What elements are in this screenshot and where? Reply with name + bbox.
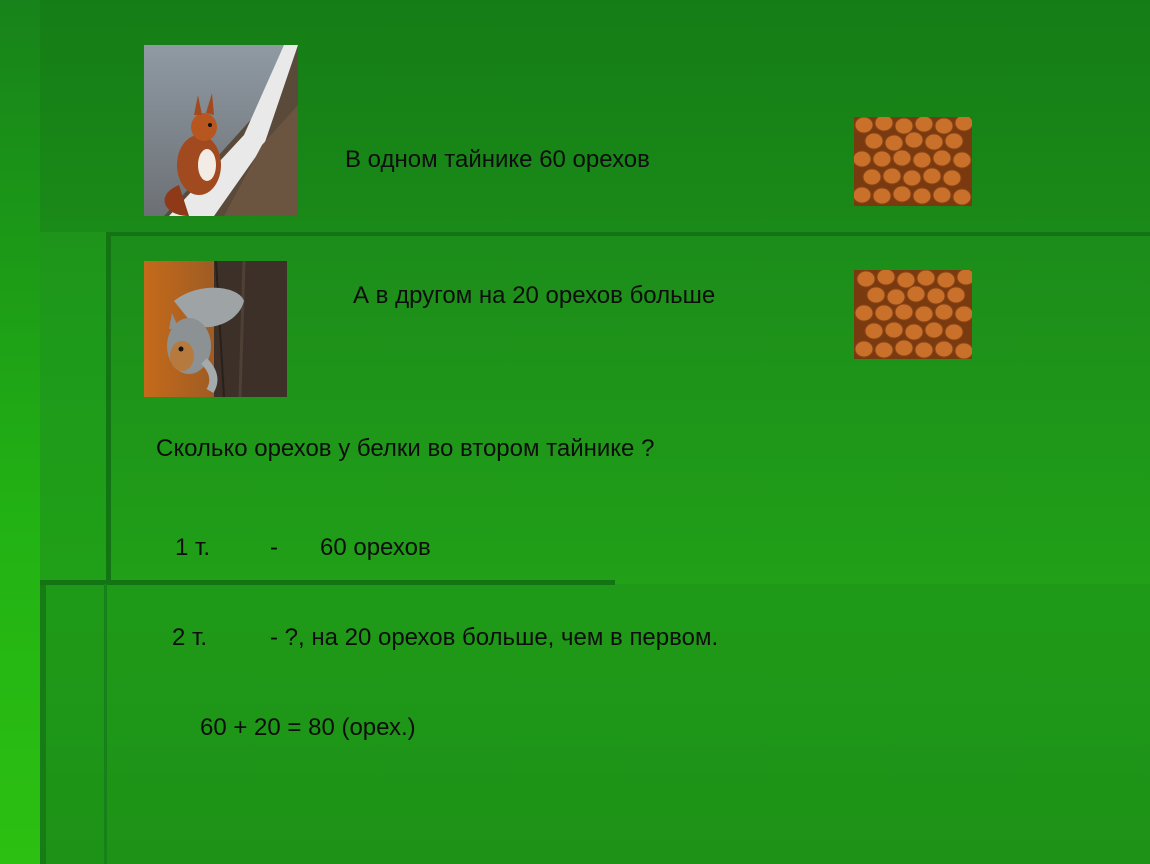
row2-value: - ?, на 20 орехов больше, чем в первом. (270, 624, 719, 651)
row1-value: 60 орехов (320, 534, 431, 561)
line-first-cache: В одном тайнике 60 орехов (345, 146, 650, 173)
squirrel-photo-2 (144, 261, 287, 397)
divider-column (104, 584, 107, 864)
squirrel-photo-1 (144, 45, 298, 216)
hazelnuts-photo-2 (854, 270, 972, 359)
row1-label: 1 т. (175, 534, 211, 561)
line-second-cache: А в другом на 20 орехов больше (353, 282, 716, 309)
hazelnuts-photo-1 (854, 117, 972, 206)
solution-text: 60 + 20 = 80 (орех.) (200, 714, 416, 741)
row2-label: 2 т. (172, 624, 208, 651)
row1-dash: - (270, 534, 278, 561)
divider-line (40, 580, 615, 585)
background-band (0, 0, 40, 864)
question-text: Сколько орехов у белки во втором тайнике ? (156, 435, 655, 462)
